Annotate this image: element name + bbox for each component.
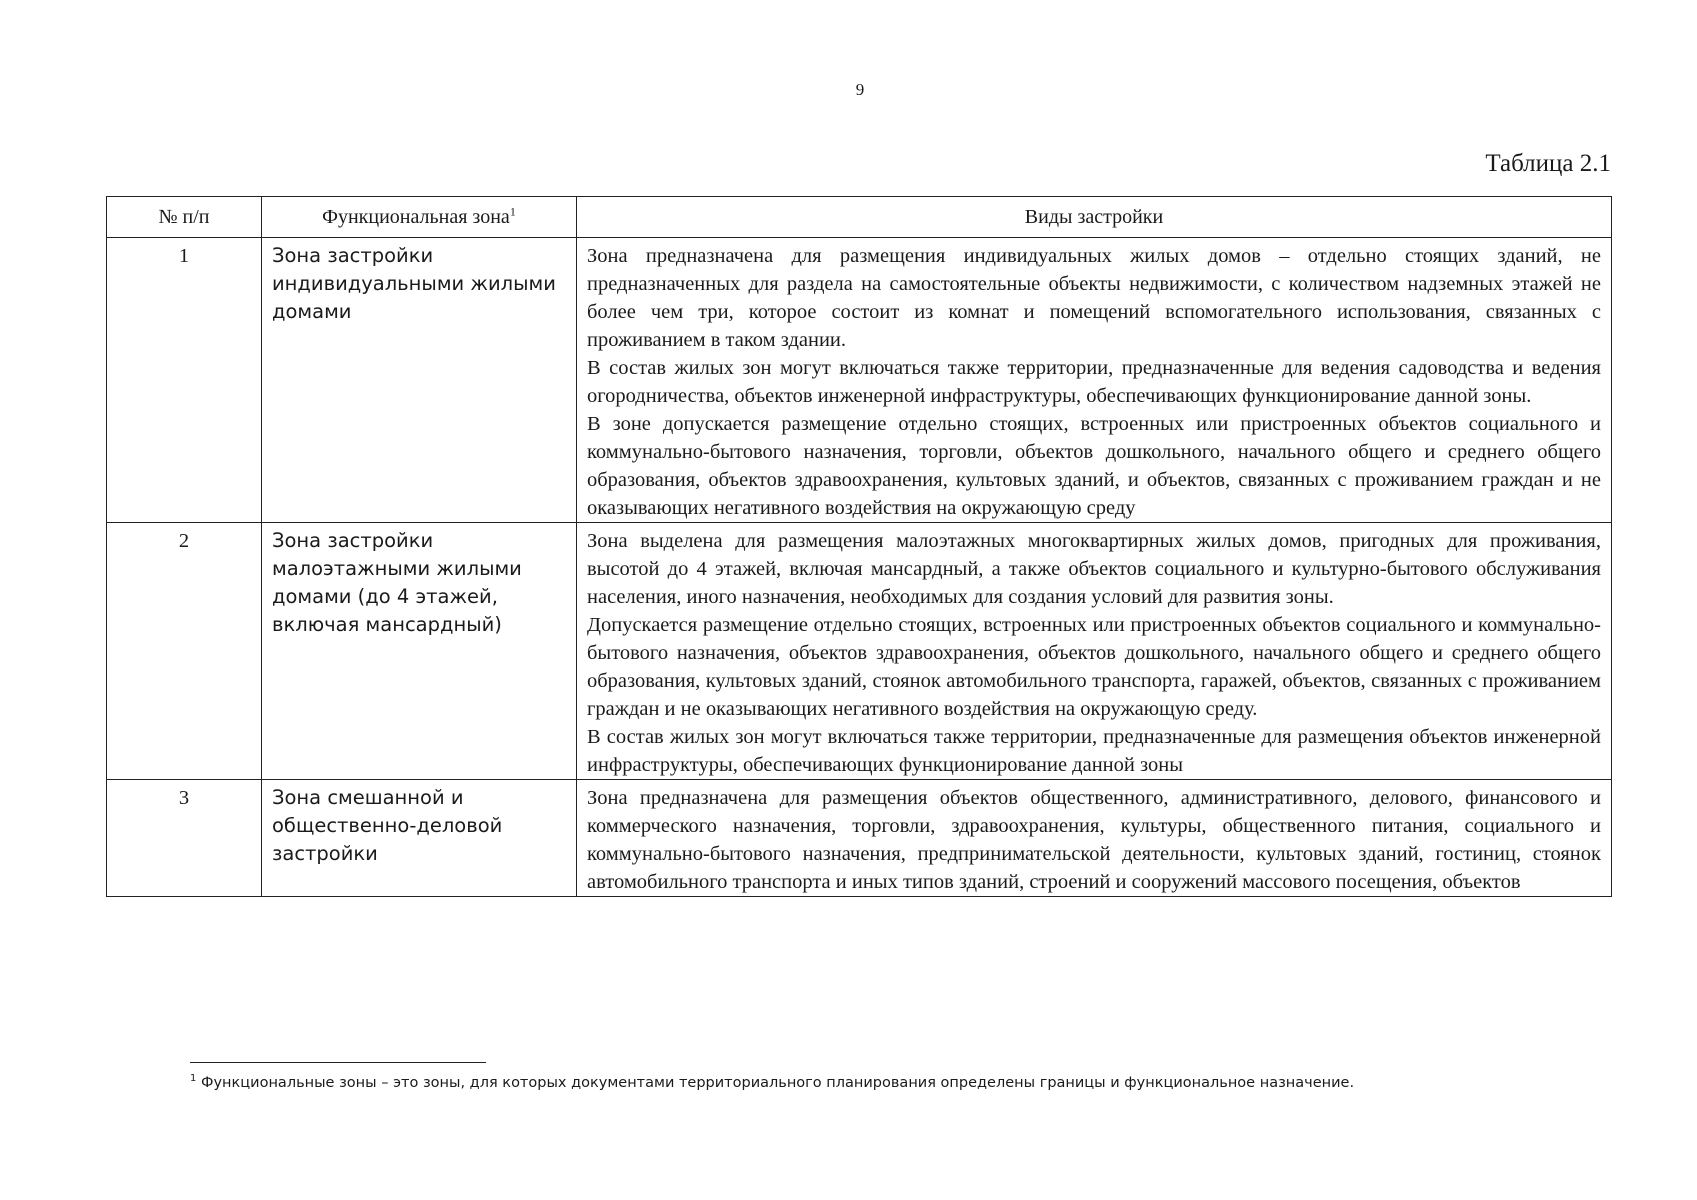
footnote-separator (190, 1062, 486, 1063)
table-row (107, 523, 1612, 780)
zone-name: Зона застройки малоэтажными жилыми домами (до 4 этажей, включая мансардный) (262, 523, 577, 780)
table-row (107, 780, 1612, 897)
zone-name: Зона смешанной и общественно-деловой застройки (262, 780, 577, 897)
footnote-mark: 1 (190, 1073, 197, 1084)
zone-description (577, 780, 1612, 897)
description-paragraph: Зона предназначена для размещения объектов общественного, административного, делового, финансового и коммерческого назначения, торговли, здравоохранения, культуры, общественного питания, социального и коммунально-бытового назначения, предпринимательской деятельности, культовых зданий, гостиниц, стоянок автомобильного транспорта и иных типов зданий, строений и сооружений массового посещения, объектов (587, 787, 1601, 893)
header-num (107, 197, 262, 238)
row-number: 1 (107, 238, 262, 523)
description-paragraph: Зона предназначена для размещения индивидуальных жилых домов – отдельно стоящих зданий, не предназначенных для раздела на самостоятельные объекты недвижимости, с количеством надземных этажей не более чем три, которое состоит из комнат и помещений вспомогательного использования, связанных с проживанием в таком здании. (587, 245, 1601, 351)
header-zone (262, 197, 577, 238)
description-paragraph: В зоне допускается размещение отдельно стоящих, встроенных или пристроенных объектов социального и коммунально-бытового назначения, торговли, объектов дошкольного, начального общего и среднего общего образования, объектов здравоохранения, культовых зданий, и объектов, связанных с проживанием граждан и не оказывающих негативного воздействия на окружающую среду (587, 413, 1601, 519)
page-number: 9 (855, 80, 865, 99)
zone-description (577, 523, 1612, 780)
description-paragraph: Зона выделена для размещения малоэтажных многоквартирных жилых домов, пригодных для проживания, высотой до 4 этажей, включая мансардный, а также объектов социального и культурно-бытового обслуживания населения, иного назначения, необходимых для создания условий для развития зоны. (587, 530, 1601, 608)
table-row (107, 238, 1612, 523)
table-header-row (107, 197, 1612, 238)
table-caption: Таблица 2.1 (1485, 150, 1611, 177)
zones-table (106, 196, 1612, 897)
header-zone-label: Функциональная зона (322, 206, 510, 228)
description-paragraph: В состав жилых зон могут включаться также территории, предназначенные для ведения садоводства и ведения огородничества, объектов инженерной инфраструктуры, обеспечивающих функционирование данной зоны. (587, 357, 1601, 407)
header-types (577, 197, 1612, 238)
header-types-label: Виды застройки (1024, 206, 1164, 228)
zone-name: Зона застройки индивидуальными жилыми домами (262, 238, 577, 523)
header-zone-footnote-mark: 1 (509, 204, 516, 219)
footnote (190, 1073, 1354, 1091)
row-number: 3 (107, 780, 262, 897)
footnote-text: Функциональные зоны – это зоны, для которых документами территориального планирования определены границы и функциональное назначение. (200, 1074, 1355, 1091)
zone-description (577, 238, 1612, 523)
description-paragraph: Допускается размещение отдельно стоящих, встроенных или пристроенных объектов социального и коммунально-бытового назначения, объектов здравоохранения, объектов дошкольного, начального общего и среднего общего образования, культовых зданий, стоянок автомобильного транспорта, гаражей, объектов, связанных с проживанием граждан и не оказывающих негативного воздействия на окружающую среду. (587, 614, 1601, 720)
description-paragraph: В состав жилых зон могут включаться также территории, предназначенные для размещения объектов инженерной инфраструктуры, обеспечивающих функционирование данной зоны (587, 726, 1601, 776)
header-num-label: № п/п (158, 206, 210, 228)
row-number: 2 (107, 523, 262, 780)
